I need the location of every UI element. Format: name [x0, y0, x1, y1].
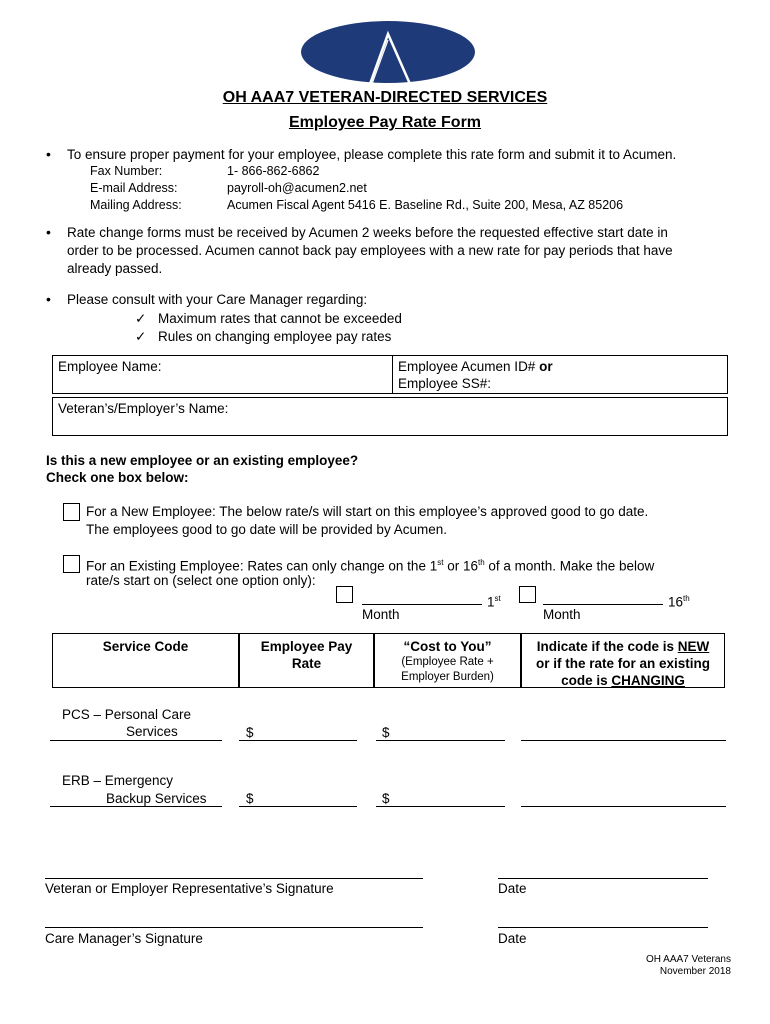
erb-pay-rate-field[interactable] — [239, 806, 357, 807]
form-subtitle: Employee Pay Rate Form — [288, 114, 482, 131]
new-employee-checkbox[interactable] — [63, 503, 80, 521]
existing-employee-text-2: rate/s start on (select one option only): — [86, 573, 316, 588]
care-manager-date-line[interactable] — [498, 927, 708, 928]
sixteenth-label: 16th — [668, 594, 690, 610]
first-month-line[interactable] — [362, 604, 482, 605]
erb-service-underline — [50, 806, 222, 807]
pcs-new-changing-field[interactable] — [521, 740, 726, 741]
instruction-2-line2: order to be processed. Acumen cannot back pay employees with a new rate for pay periods that have — [67, 243, 673, 258]
first-of-month-checkbox[interactable] — [336, 586, 353, 603]
erb-cost-field[interactable] — [376, 806, 505, 807]
veteran-date-label: Date — [498, 881, 527, 896]
form-title: OH AAA7 VETERAN-DIRECTED SERVICES — [222, 89, 548, 106]
bullet-icon: • — [46, 146, 51, 162]
veteran-signature-line[interactable] — [45, 878, 423, 879]
veteran-signature-label: Veteran or Employer Representative’s Signature — [45, 881, 334, 896]
acumen-logo — [300, 20, 476, 84]
first-label: 1st — [487, 594, 501, 610]
care-manager-signature-line[interactable] — [45, 927, 423, 928]
footer-line2: November 2018 — [659, 966, 731, 977]
check-mark-icon: ✓ — [135, 329, 147, 344]
care-manager-date-label: Date — [498, 931, 527, 946]
email-value: payroll-oh@acumen2.net — [227, 181, 367, 195]
month-label-2: Month — [543, 607, 581, 622]
bullet-icon: • — [46, 291, 51, 307]
new-employee-text-1: For a New Employee: The below rate/s will start on this employee’s approved good to go date. — [86, 504, 649, 519]
month-label-1: Month — [362, 607, 400, 622]
pcs-service-underline — [50, 740, 222, 741]
fax-label: Fax Number: — [90, 164, 163, 178]
or-label: or — [539, 359, 553, 374]
header-new-or-changing: Indicate if the code is NEW or if the rate for an existing code is CHANGING — [521, 633, 725, 688]
email-label: E-mail Address: — [90, 181, 178, 195]
mail-value: Acumen Fiscal Agent 5416 E. Baseline Rd., Suite 200, Mesa, AZ 85206 — [227, 198, 624, 212]
sixteenth-of-month-checkbox[interactable] — [519, 586, 536, 603]
pcs-pay-rate-field[interactable] — [239, 740, 357, 741]
pcs-pay-dollar: $ — [246, 725, 254, 740]
instruction-2-line1: Rate change forms must be received by Acumen 2 weeks before the requested effective start date in — [67, 225, 668, 240]
header-employee-pay-rate: Employee Pay Rate — [239, 633, 374, 688]
erb-pay-dollar: $ — [246, 791, 254, 806]
erb-service-line1: ERB – Emergency — [62, 773, 174, 788]
ss-label: Employee SS#: — [398, 376, 492, 391]
acumen-id-label: Employee Acumen ID# — [398, 359, 536, 374]
veteran-name-label: Veteran’s/Employer’s Name: — [58, 401, 229, 416]
sixteenth-month-line[interactable] — [543, 604, 663, 605]
erb-new-changing-field[interactable] — [521, 806, 726, 807]
pcs-service-line2: Services — [126, 724, 178, 739]
header-cost-to-you: “Cost to You” (Employee Rate + Employer Burden) — [374, 633, 521, 688]
instruction-2-line3: already passed. — [67, 261, 163, 276]
employee-name-label: Employee Name: — [58, 359, 162, 374]
existing-employee-checkbox[interactable] — [63, 555, 80, 573]
pcs-service-line1: PCS – Personal Care — [62, 707, 192, 722]
erb-cost-dollar: $ — [382, 791, 390, 806]
care-manager-signature-label: Care Manager’s Signature — [45, 931, 203, 946]
veteran-date-line[interactable] — [498, 878, 708, 879]
check-mark-icon: ✓ — [135, 311, 147, 326]
new-employee-text-2: The employees good to go date will be provided by Acumen. — [86, 522, 447, 537]
footer-line1: OH AAA7 Veterans — [645, 954, 731, 965]
question-subheading: Check one box below: — [46, 470, 189, 485]
pcs-cost-field[interactable] — [376, 740, 505, 741]
instruction-3: Please consult with your Care Manager regarding: — [67, 292, 368, 307]
consult-item-2: Rules on changing employee pay rates — [158, 329, 392, 344]
existing-employee-text-1: For an Existing Employee: Rates can only change on the 1st or 16th of a month. Make the below — [86, 558, 655, 574]
header-service-code: Service Code — [52, 633, 239, 688]
consult-item-1: Maximum rates that cannot be exceeded — [158, 311, 402, 326]
bullet-icon: • — [46, 224, 51, 240]
question-heading: Is this a new employee or an existing employee? — [46, 453, 359, 468]
erb-service-line2: Backup Services — [106, 791, 207, 806]
fax-value: 1- 866-862-6862 — [227, 164, 320, 178]
instruction-1: To ensure proper payment for your employee, please complete this rate form and submit it to Acumen. — [67, 147, 677, 162]
pcs-cost-dollar: $ — [382, 725, 390, 740]
mail-label: Mailing Address: — [90, 198, 182, 212]
